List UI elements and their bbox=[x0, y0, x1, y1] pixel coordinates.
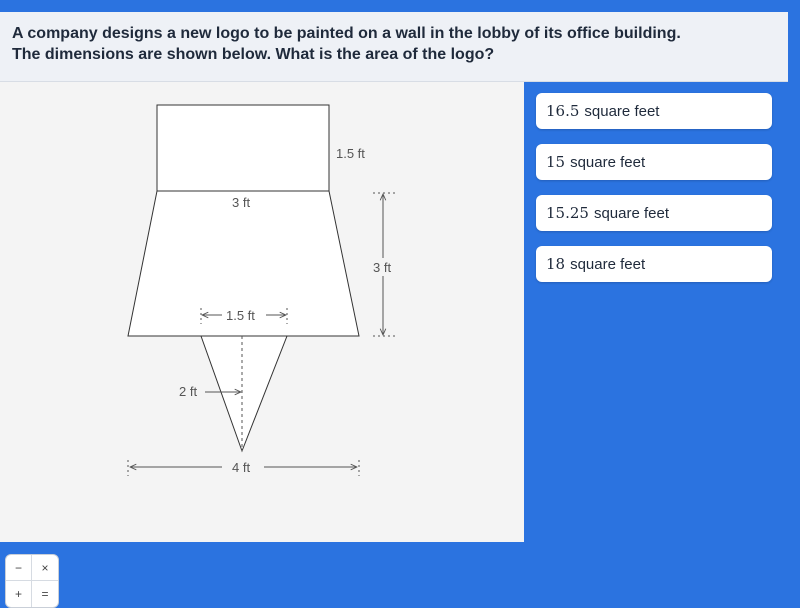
choice-unit: square feet bbox=[593, 204, 670, 222]
triangle-height-label: 2 ft bbox=[179, 384, 198, 399]
answer-choice-1[interactable] bbox=[536, 93, 772, 129]
minus-icon: − bbox=[6, 555, 32, 581]
total-width-label: 4 ft bbox=[232, 460, 251, 475]
rect-height-label: 1.5 ft bbox=[336, 146, 365, 161]
choice-unit: square feet bbox=[584, 102, 660, 120]
answer-choice-3[interactable] bbox=[536, 195, 772, 231]
choice-value: 15 bbox=[546, 153, 566, 171]
trapezoid-top-label: 3 ft bbox=[232, 195, 251, 210]
triangle-base-label: 1.5 ft bbox=[226, 308, 255, 323]
equals-icon: = bbox=[41, 587, 49, 601]
choice-unit: square feet bbox=[570, 153, 646, 171]
choice-unit: square feet bbox=[570, 255, 646, 273]
question-card bbox=[0, 12, 788, 601]
question-text: A company designs a new logo to be painted on a wall in the lobby of its office building. The dimensions are shown below. What is the area of the logo? bbox=[12, 25, 681, 63]
calculator-button[interactable] bbox=[5, 554, 59, 608]
choice-value: 18 bbox=[546, 255, 566, 273]
logo-triangle bbox=[201, 336, 287, 451]
times-icon: × bbox=[32, 555, 58, 581]
plus-icon: + bbox=[6, 581, 32, 607]
logo-figure bbox=[0, 82, 524, 542]
choices-panel bbox=[524, 82, 788, 542]
question-header bbox=[0, 12, 788, 82]
answer-choice-2[interactable] bbox=[536, 144, 772, 180]
choice-value: 16.5 bbox=[546, 102, 580, 120]
trapezoid-height-label: 3 ft bbox=[373, 260, 392, 275]
logo-rectangle bbox=[157, 105, 329, 191]
answer-choice-4[interactable] bbox=[536, 246, 772, 282]
figure-panel bbox=[0, 82, 524, 601]
choice-value: 15.25 bbox=[546, 204, 589, 222]
